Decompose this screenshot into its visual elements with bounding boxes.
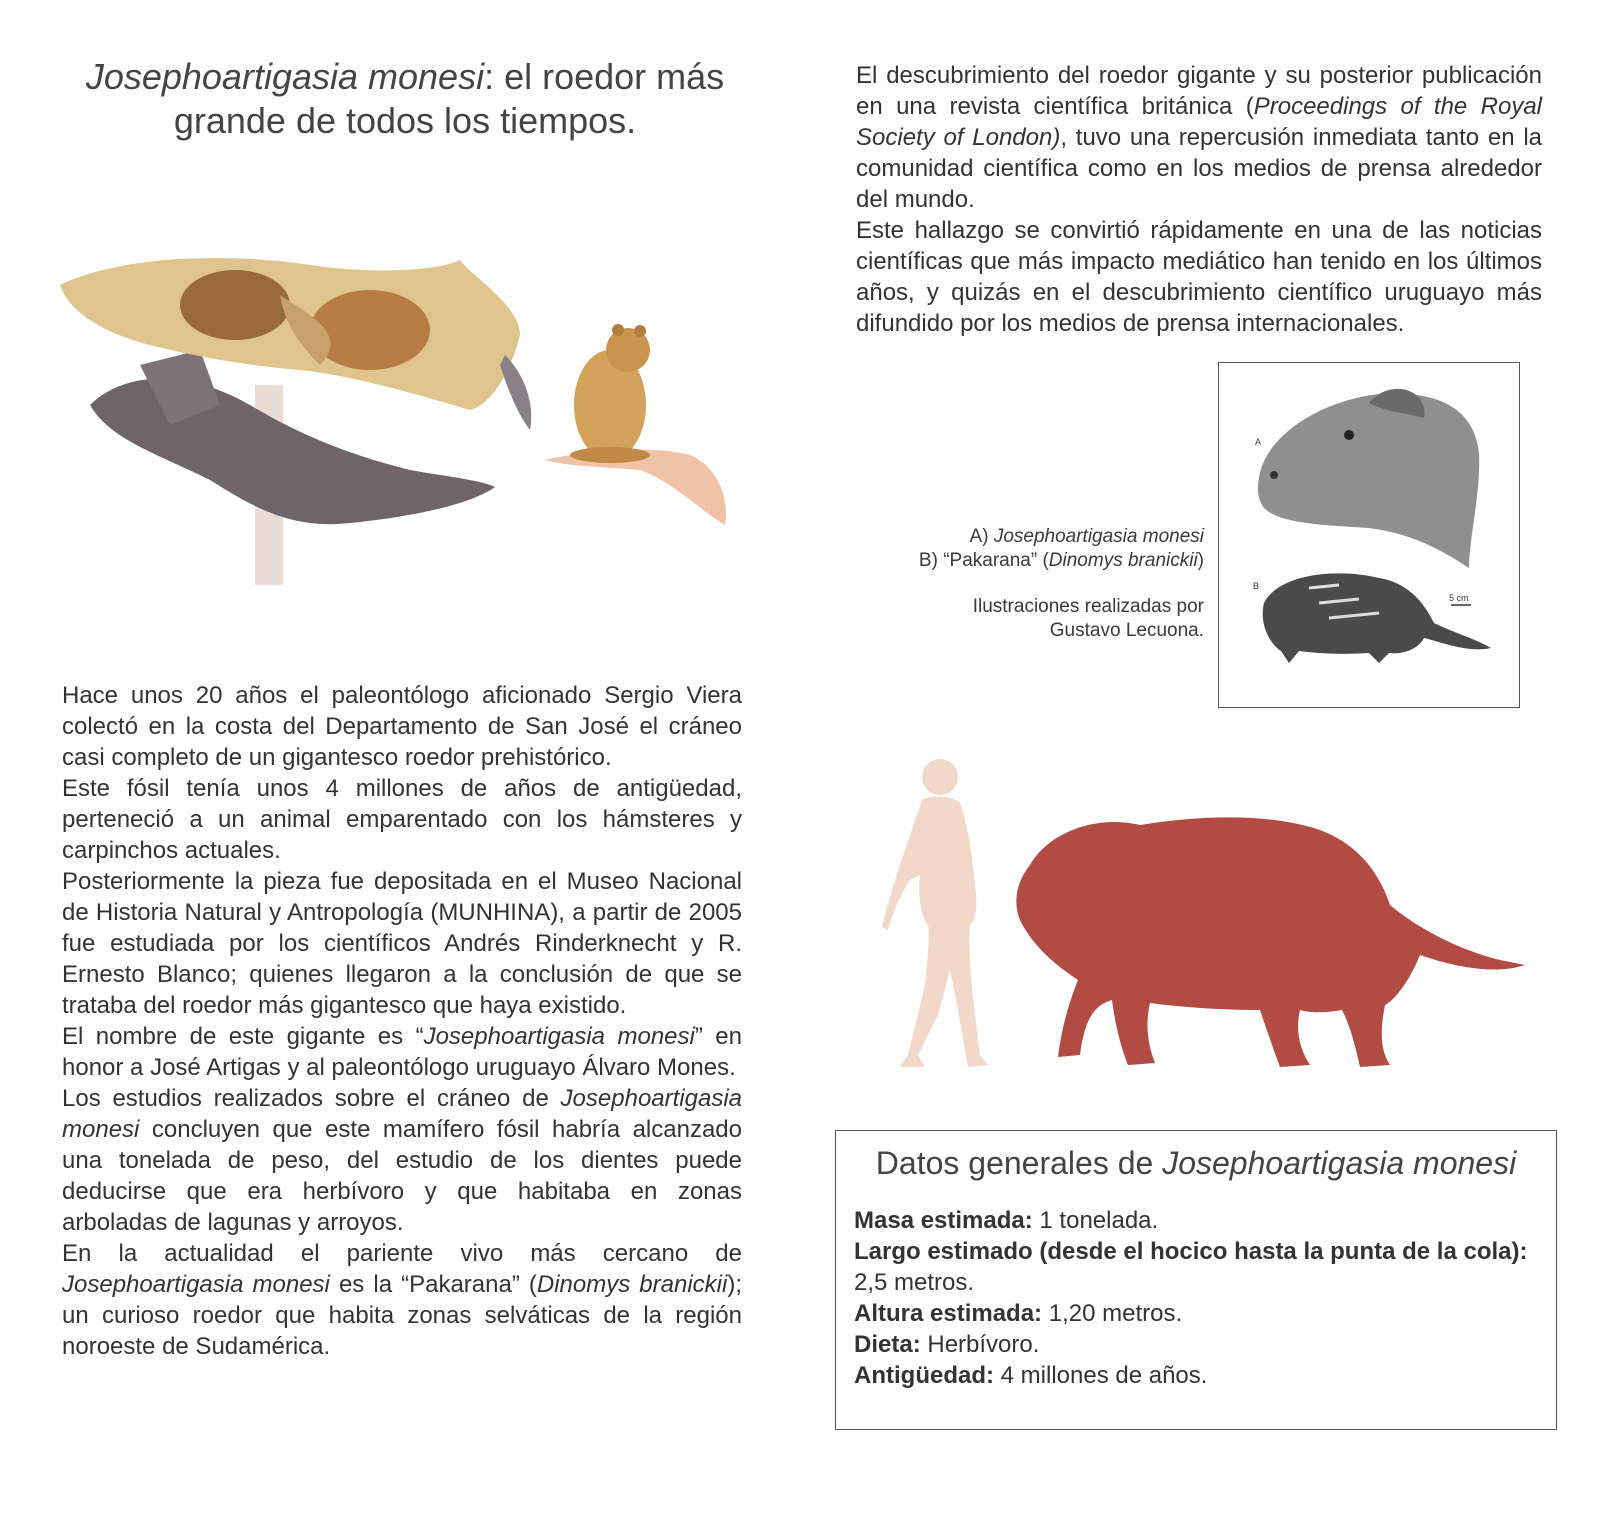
right-paragraph-2: Este hallazgo se convirtió rápidamente en una de las noticias científicas que más impacto mediático han tenido en los últimos años, y quizás en el descubrimiento científico uruguayo más difundido por los medios de prensa internacionales. — [856, 217, 1542, 337]
right-column-text — [856, 60, 1542, 339]
title-line2: grande de todos los tiempos. — [173, 100, 637, 141]
title-species: Josephoartigasia monesi — [85, 56, 485, 97]
illustration-box — [1218, 362, 1520, 708]
data-diet: Dieta: Herbívoro. — [854, 1331, 1040, 1358]
giant-rodent-silhouette-icon — [1016, 817, 1525, 1067]
left-column-text — [62, 680, 742, 1362]
caption-credit-2: Gustavo Lecuona. — [1049, 620, 1204, 641]
size-comparison-silhouettes — [880, 755, 1540, 1085]
right-paragraph-1: El descubrimiento del roedor gigante y su posterior publicación en una revista científica británica (Proceedings of the Royal Society of London), tuvo una repercusión inmediata tanto en la comunidad científica como en los medios de prensa alrededor del mundo. — [856, 62, 1543, 213]
data-age: Antigüedad: 4 millones de años. — [854, 1362, 1208, 1389]
caption-line-b: B) “Pakarana” (Dinomys branickii) — [918, 550, 1204, 571]
data-height: Altura estimada: 1,20 metros. — [854, 1300, 1183, 1327]
human-silhouette-icon — [882, 759, 988, 1067]
left-paragraph-4: El nombre de este gigante es “Josephoartigasia monesi” en honor a José Artigas y al paleontólogo uruguayo Álvaro Mones. — [62, 1023, 742, 1081]
data-length: Largo estimado (desde el hocico hasta la punta de la cola): 2,5 metros. — [854, 1238, 1528, 1296]
left-paragraph-2: Este fósil tenía unos 4 millones de años de antigüedad, perteneció a un animal emparentado con los hámsteres y carpinchos actuales. — [62, 775, 742, 864]
illustration-drawing — [1219, 363, 1519, 707]
skull-photo — [50, 255, 750, 605]
data-box — [835, 1130, 1557, 1430]
illustration-label-a: A — [1255, 437, 1262, 447]
title-rest: : el roedor más — [484, 56, 725, 97]
illustration-caption — [840, 525, 1204, 643]
page-title — [55, 55, 755, 143]
illustration-scale-label: 5 cm — [1449, 593, 1469, 603]
left-paragraph-3: Posteriormente la pieza fue depositada en el Museo Nacional de Historia Natural y Antropología (MUNHINA), a partir de 2005 fue estudiada por los científicos Andrés Rinderknecht y R. Ernesto Blanco; quienes llegaron a la conclusión de que se trataba del roedor más gigantesco que haya existido. — [62, 868, 742, 1019]
illustration-label-b: B — [1253, 581, 1260, 591]
caption-credit-1: Ilustraciones realizadas por — [972, 596, 1204, 617]
left-paragraph-1: Hace unos 20 años el paleontólogo aficionado Sergio Viera colectó en la costa del Departamento de San José el cráneo casi completo de un gigantesco roedor prehistórico. — [62, 682, 742, 771]
left-paragraph-5: Los estudios realizados sobre el cráneo de Josephoartigasia monesi concluyen que este mamífero fósil habría alcanzado una tonelada de peso, del estudio de los dientes puede deducirse que era herbívoro y que habitaba en zonas arboladas de lagunas y arroyos. — [62, 1085, 742, 1236]
data-box-title: Datos generales de Josephoartigasia monesi — [875, 1145, 1517, 1181]
data-mass: Masa estimada: 1 tonelada. — [854, 1207, 1159, 1234]
left-paragraph-6: En la actualidad el pariente vivo más cercano de Josephoartigasia monesi es la “Pakarana” (Dinomys branickii); un curioso roedor que habita zonas selváticas de la región noroeste de Sudamérica. — [62, 1240, 742, 1360]
caption-line-a: A) Josephoartigasia monesi — [969, 526, 1204, 547]
